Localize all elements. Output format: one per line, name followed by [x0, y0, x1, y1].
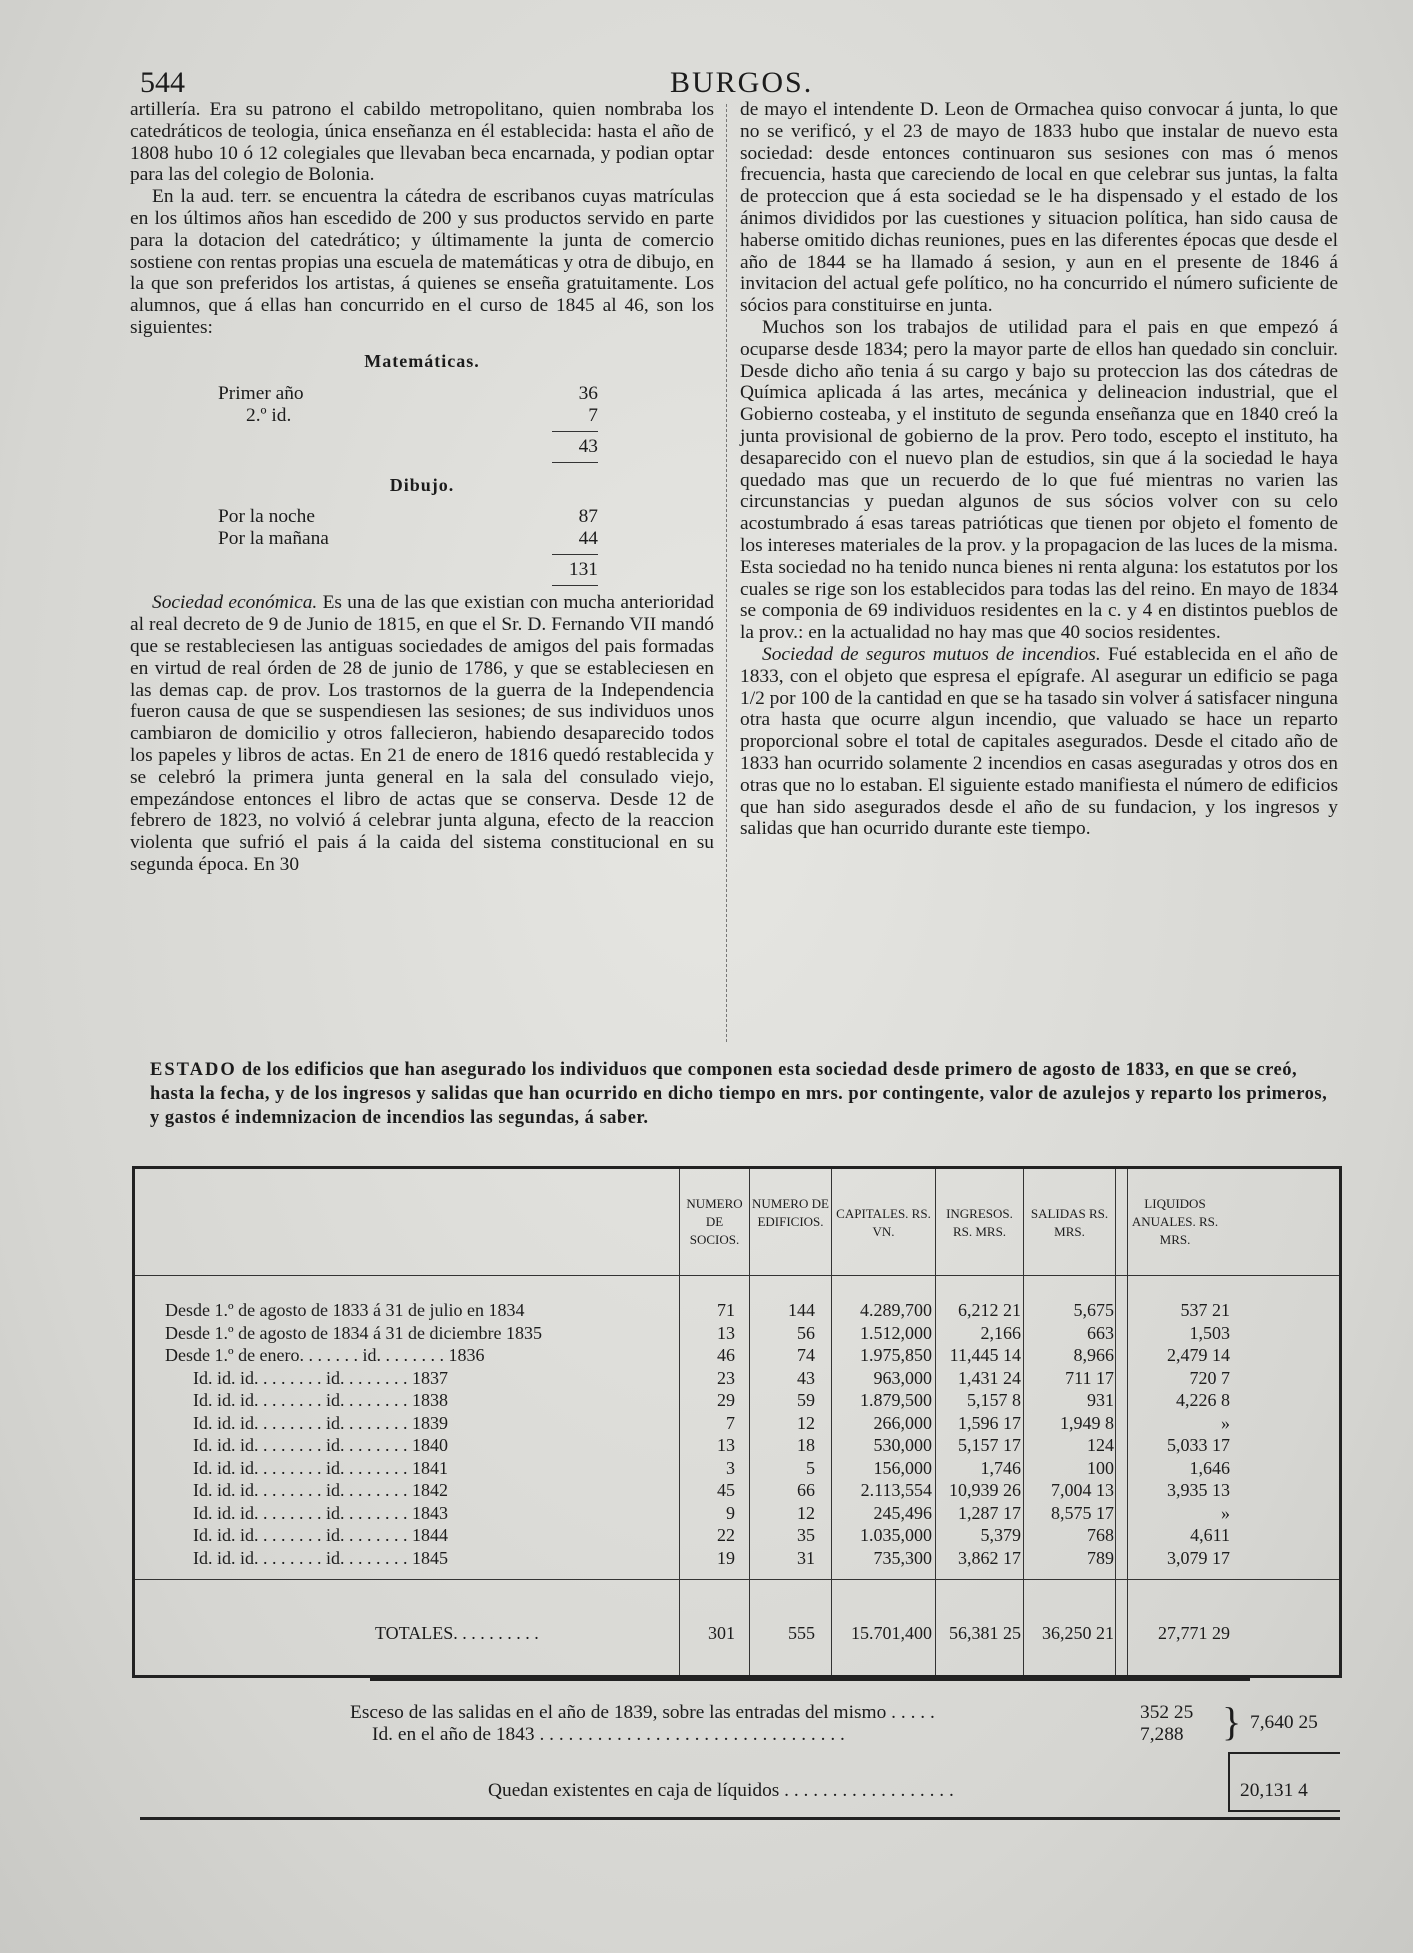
- cell-salidas: 663: [1087, 1322, 1114, 1343]
- cell-ingresos: 1,287 17: [958, 1502, 1021, 1523]
- dibujo-list: [218, 506, 638, 586]
- cell-edificios: 74: [797, 1345, 815, 1365]
- cell-capitales: 2.113,554: [860, 1480, 932, 1500]
- cell-edificios: 12: [797, 1502, 815, 1523]
- dibujo-heading: Dibujo.: [389, 474, 455, 495]
- left-paragraph-3-text: Es una de las que existian con mucha anterioridad al real decreto de 9 de Junio de 1815, en que el Sr. D. Fernando VII mandó que se restableciesen las antiguas sociedades de amigos del pais formadas en virtud de real órden de 28 de junio de 1786, y que se estableciesen en las demas cap. de prov. Los trastornos de la guerra de la Independencia fueron causa de que se suspendiesen las sesiones; de sus individuos unos cambiaron de domicilio y otros fallecieron, habiendo desaparecido todos los papeles y libros de actas. En 21 de enero de 1816 quedó restablecida y se celebró la primera junta general en la sala del consulado viejo, empezándose entonces el libro de actas que se conserva. Desde 12 de febrero de 1823, no volvió á celebrar junta alguna, efecto de la reaccion violenta que sufrió el pais á la caida del sistema constitucional en su segunda época. En 30: [130, 592, 714, 875]
- cell-capitales: 1.975,850: [860, 1345, 932, 1365]
- right-paragraph-3: [740, 644, 1338, 840]
- dibujo-row-value: 87: [578, 506, 598, 528]
- cell-salidas: 100: [1087, 1457, 1114, 1478]
- cell-liquidos: 4,611: [1190, 1525, 1230, 1545]
- row-period-label: Id. id. id. . . . . . . . id. . . . . . . . 1844: [193, 1525, 448, 1545]
- header-edificios: NUMERO DE EDIFICIOS.: [752, 1196, 829, 1229]
- cell-capitales: 1.879,500: [860, 1390, 932, 1410]
- cell-ingresos: 5,157 17: [958, 1435, 1021, 1455]
- exceso-1839-value: 352 25: [1140, 1702, 1194, 1723]
- row-period-label: Id. id. id. . . . . . . . id. . . . . . . . 1838: [193, 1390, 448, 1410]
- cell-ingresos: 11,445 14: [949, 1345, 1021, 1365]
- column-divider: [726, 104, 728, 1042]
- cell-ingresos: 3,862 17: [958, 1547, 1021, 1568]
- cell-salidas: 931: [1087, 1390, 1114, 1410]
- totals-socios: 301: [708, 1623, 735, 1643]
- cell-salidas: 1,949 8: [1060, 1412, 1114, 1433]
- matematicas-heading: Matemáticas.: [364, 350, 480, 371]
- cell-liquidos: »: [1221, 1502, 1230, 1523]
- cell-socios: 71: [717, 1300, 735, 1320]
- cell-capitales: 963,000: [873, 1367, 932, 1388]
- table-row: [135, 1503, 1339, 1525]
- cell-liquidos: 1,646: [1189, 1457, 1230, 1478]
- sum-rule: [552, 462, 598, 463]
- page-bottom-bar: [140, 1817, 1340, 1820]
- page-number: 544: [140, 66, 185, 99]
- row-period-label: Desde 1.º de agosto de 1833 á 31 de julio en 1834: [165, 1300, 525, 1320]
- cell-liquidos: 5,033 17: [1167, 1435, 1230, 1455]
- cell-socios: 29: [717, 1390, 735, 1410]
- matematicas-total: 43: [578, 435, 598, 457]
- table-row: [135, 1435, 1339, 1457]
- cell-liquidos: 2,479 14: [1167, 1345, 1230, 1365]
- running-title: BURGOS.: [670, 66, 814, 99]
- totals-salidas: 36,250 21: [1042, 1623, 1114, 1643]
- left-column: [130, 99, 714, 876]
- header-salidas: SALIDAS RS. MRS.: [1030, 1206, 1109, 1239]
- row-period-label: Desde 1.º de enero. . . . . . . id. . . . . . . . 1836: [165, 1345, 485, 1365]
- cell-ingresos: 1,746: [980, 1457, 1021, 1478]
- cell-socios: 19: [717, 1547, 735, 1568]
- cell-capitales: 735,300: [873, 1547, 932, 1568]
- totals-capitales: 15.701,400: [851, 1623, 932, 1643]
- cell-liquidos: 4,226 8: [1176, 1390, 1230, 1410]
- totals-edificios: 555: [788, 1623, 815, 1643]
- cell-socios: 7: [726, 1412, 735, 1433]
- totals-ingresos: 56,381 25: [949, 1623, 1021, 1643]
- row-period-label: Id. id. id. . . . . . . . id. . . . . . . . 1842: [193, 1480, 448, 1500]
- table-row: [135, 1480, 1339, 1502]
- cell-ingresos: 2,166: [980, 1322, 1021, 1343]
- cell-ingresos: 6,212 21: [958, 1300, 1021, 1320]
- estado-table: [132, 1166, 1342, 1678]
- cell-ingresos: 10,939 26: [949, 1480, 1021, 1500]
- cell-edificios: 18: [797, 1435, 815, 1455]
- row-period-label: Id. id. id. . . . . . . . id. . . . . . . . 1845: [193, 1547, 448, 1568]
- cell-liquidos: 3,935 13: [1167, 1480, 1230, 1500]
- cell-edificios: 31: [797, 1547, 815, 1568]
- cell-socios: 9: [726, 1502, 735, 1523]
- table-bottom-bar: [370, 1677, 1250, 1681]
- sum-rule: [552, 585, 598, 586]
- cell-edificios: 59: [797, 1390, 815, 1410]
- exceso-total-value: 7,640 25: [1250, 1712, 1318, 1733]
- cell-edificios: 66: [797, 1480, 815, 1500]
- exceso-1839-label: Esceso de las salidas en el año de 1839, sobre las entradas del mismo . . . . .: [350, 1702, 935, 1723]
- right-paragraph-1: de mayo el intendente D. Leon de Ormachea quiso convocar á junta, lo que no se verificó, y el 23 de mayo de 1833 hubo que instalar de nuevo esta sociedad: desde entonces continuaron sus sesiones con mas ó menos frecuencia, hasta que careciendo de local en que celebrar sus juntas, la falta de proteccion que á esta sociedad se le ha dispensado y el estado de los ánimos divididos por las cuestiones y situacion política, han sido causa de haberse omitido dichas reuniones, pues en las diferentes épocas que desde el año de 1844 se ha llamado á sesion, y aun en el presente de 1846 á invitacion del actual gefe político, no ha concurrido el número suficiente de sócios para constituirse en junta.: [740, 99, 1338, 317]
- cell-socios: 23: [717, 1367, 735, 1388]
- cell-ingresos: 1,431 24: [958, 1367, 1021, 1388]
- cell-liquidos: 3,079 17: [1167, 1547, 1230, 1568]
- section-title-sociedad-economica: Sociedad económica.: [152, 592, 318, 614]
- cell-salidas: 789: [1087, 1547, 1114, 1568]
- cell-capitales: 266,000: [873, 1412, 932, 1433]
- cell-socios: 3: [726, 1457, 735, 1478]
- cell-ingresos: 5,157 8: [967, 1390, 1021, 1410]
- right-paragraph-2: Muchos son los trabajos de utilidad para el pais en que empezó á ocuparse desde 1834; pero la mayor parte de ellos han quedado sin concluir. Desde dicho año tenia á su cargo y bajo su proteccion las dos cátedras de Química aplicada á las artes, mecánica y delineacion industrial, que el Gobierno costeaba, y el instituto de segunda enseñanza que en 1840 creó la junta provisional de gobierno de la prov. Pero todo, escepto el instituto, ha desaparecido con el nuevo plan de estudios, sin que á la sociedad le haya quedado mas que un recuerdo de lo que fué mientras no varien las circunstancias y puedan algunos de sus sócios volver con su celo acostumbrado á esas tareas patrióticas que tienen por objeto el fomento de los intereses materiales de la prov. y la propagacion de las luces de la misma. Esta sociedad no ha tenido nunca bienes ni renta alguna: los estatutos por los cuales se rige son los establecidos para todas las del reino. En mayo de 1834 se componia de 69 individuos residentes en la c. y 4 en distintos pueblos de la prov.: en la actualidad no hay mas que 40 socios residentes.: [740, 316, 1338, 644]
- totals-label: TOTALES. . . . . . . . . .: [375, 1623, 539, 1643]
- remaining-label: Quedan existentes en caja de líquidos . . . . . . . . . . . . . . . . . .: [488, 1780, 954, 1801]
- matematicas-row-value: 36: [578, 382, 598, 404]
- remaining-value: 20,131 4: [1240, 1780, 1308, 1801]
- cell-edificios: 43: [797, 1367, 815, 1388]
- table-header-rule: [135, 1275, 1339, 1276]
- dibujo-total: 131: [568, 559, 598, 581]
- cell-socios: 45: [717, 1480, 735, 1500]
- left-paragraph-3: [130, 592, 714, 875]
- sum-rule: [552, 554, 598, 555]
- table-row: [135, 1323, 1339, 1345]
- page-header: [140, 66, 1340, 100]
- header-liquidos: LIQUIDOS ANUALES. RS. MRS.: [1131, 1196, 1219, 1247]
- left-paragraph-2: En la aud. terr. se encuentra la cátedra de escribanos cuyas matrículas en los últimos años han escedido de 200 y sus productos servido en parte para la dotacion del catedrático; y últimamente la junta de comercio sostiene con rentas propias una escuela de matemáticas y otra de dibujo, en la que son preferidos los artistas, á quienes se enseña gratuitamente. Los alumnos, que á ellas han concurrido en el curso de 1845 al 46, son los siguientes:: [130, 186, 714, 338]
- matematicas-row-value: 7: [588, 404, 598, 426]
- estado-text: de los edificios que han asegurado los individuos que componen esta sociedad desde primero de agosto de 1833, en que se creó, hasta la fecha, y de los ingresos y salidas que han ocurrido en dicho tiempo en mrs. por contingente, valor de azulejos y reparto los primeros, y gastos é indemnizacion de incendios las segundas, á saber.: [150, 1060, 1328, 1128]
- header-ingresos: INGRESOS. RS. MRS.: [946, 1206, 1013, 1239]
- cell-liquidos: »: [1221, 1412, 1230, 1433]
- row-period-label: Desde 1.º de agosto de 1834 á 31 de diciembre 1835: [165, 1322, 542, 1343]
- cell-socios: 22: [717, 1525, 735, 1545]
- table-row: [135, 1525, 1339, 1547]
- dibujo-row-label: Por la noche: [218, 506, 315, 528]
- totals-liquidos: 27,771 29: [1158, 1623, 1230, 1643]
- matematicas-row-label: Primer año: [218, 382, 304, 404]
- cell-salidas: 768: [1087, 1525, 1114, 1545]
- cell-edificios: 144: [788, 1300, 815, 1320]
- dibujo-row-value: 44: [578, 528, 598, 550]
- estado-caption: [150, 1058, 1340, 1130]
- estado-lead: ESTADO: [150, 1060, 237, 1080]
- table-row: [135, 1458, 1339, 1480]
- sum-rule: [552, 431, 598, 432]
- row-period-label: Id. id. id. . . . . . . . id. . . . . . . . 1841: [193, 1457, 448, 1478]
- cell-ingresos: 5,379: [980, 1525, 1021, 1545]
- cell-salidas: 711 17: [1065, 1367, 1114, 1388]
- header-socios: NUMERO DE SOCIOS.: [686, 1196, 743, 1247]
- row-period-label: Id. id. id. . . . . . . . id. . . . . . . . 1843: [193, 1502, 448, 1523]
- cell-capitales: 530,000: [873, 1435, 932, 1455]
- right-column: [740, 99, 1338, 840]
- header-capitales: CAPITALES. RS. VN.: [836, 1206, 931, 1239]
- table-row: [135, 1413, 1339, 1435]
- cell-salidas: 5,675: [1073, 1300, 1114, 1320]
- right-paragraph-3-text: Fué establecida en el año de 1833, con el objeto que espresa el epígrafe. Al asegurar un edificio se paga 1/2 por 100 de la cantidad en que se ha tasado sin volver á satisfacer ninguna otra hasta que ocurre algun incendio, que valuado se hace un reparto proporcional sobre el total de capitales asegurados. Desde el citado año de 1833 han ocurrido solamente 2 incendios en casas aseguradas y otros dos en otras que no lo estaban. El siguiente estado manifiesta el número de edificios que han sido asegurados desde el año de su fundacion, y los ingresos y salidas que han ocurrido durante este tiempo.: [740, 643, 1338, 840]
- row-period-label: Id. id. id. . . . . . . . id. . . . . . . . 1839: [193, 1412, 448, 1433]
- cell-salidas: 8,966: [1073, 1345, 1114, 1365]
- cell-edificios: 12: [797, 1412, 815, 1433]
- table-totals-rule: [135, 1579, 1339, 1580]
- exceso-1843-value: 7,288: [1140, 1724, 1184, 1745]
- row-period-label: Id. id. id. . . . . . . . id. . . . . . . . 1837: [193, 1367, 448, 1388]
- cell-edificios: 35: [797, 1525, 815, 1545]
- matematicas-list: [218, 383, 638, 463]
- exceso-1843-label: Id. en el año de 1843 . . . . . . . . . . . . . . . . . . . . . . . . . . . . . . . .: [372, 1724, 845, 1745]
- table-row: [135, 1548, 1339, 1570]
- table-row: [135, 1368, 1339, 1390]
- cell-ingresos: 1,596 17: [958, 1412, 1021, 1433]
- cell-liquidos: 720 7: [1189, 1367, 1230, 1388]
- cell-edificios: 56: [797, 1322, 815, 1343]
- cell-capitales: 4.289,700: [860, 1300, 932, 1320]
- cell-socios: 13: [717, 1435, 735, 1455]
- cell-socios: 46: [717, 1345, 735, 1365]
- cell-edificios: 5: [806, 1457, 815, 1478]
- row-period-label: Id. id. id. . . . . . . . id. . . . . . . . 1840: [193, 1435, 448, 1455]
- dibujo-row-label: Por la mañana: [218, 528, 329, 550]
- cell-capitales: 1.512,000: [860, 1322, 932, 1343]
- left-paragraph-1: artillería. Era su patrono el cabildo metropolitano, quien nombraba los catedráticos de teologia, única enseñanza en él establecida: hasta el año de 1808 hubo 10 ó 12 colegiales que llevaban beca encarnada, y podian optar para las del colegio de Bolonia.: [130, 99, 714, 186]
- cell-capitales: 1.035,000: [860, 1525, 932, 1545]
- cell-liquidos: 1,503: [1189, 1322, 1230, 1343]
- cell-salidas: 8,575 17: [1051, 1502, 1114, 1523]
- table-row: [135, 1390, 1339, 1412]
- cell-capitales: 245,496: [873, 1502, 932, 1523]
- table-row: [135, 1300, 1339, 1322]
- matematicas-row-label: 2.º id.: [246, 404, 292, 426]
- cell-salidas: 124: [1087, 1435, 1114, 1455]
- brace-symbol: }: [1222, 1699, 1242, 1744]
- cell-liquidos: 537 21: [1180, 1300, 1230, 1320]
- table-row: [135, 1345, 1339, 1367]
- cell-salidas: 7,004 13: [1051, 1480, 1114, 1500]
- section-title-seguros: Sociedad de seguros mutuos de incendios.: [762, 643, 1101, 665]
- cell-socios: 13: [717, 1322, 735, 1343]
- table-totals-row: [135, 1623, 1339, 1645]
- cell-capitales: 156,000: [873, 1457, 932, 1478]
